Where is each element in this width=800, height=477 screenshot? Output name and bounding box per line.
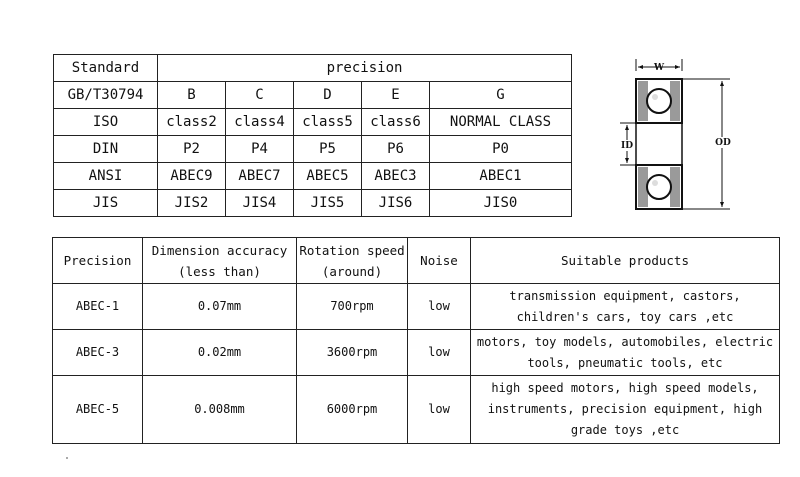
suitable-products: high speed motors, high speed models, instruments, precision equipment, high grade toys ,etc bbox=[471, 376, 780, 444]
precision-header: precision bbox=[158, 55, 572, 82]
dimension-accuracy: 0.008mm bbox=[143, 376, 297, 444]
table-row bbox=[53, 330, 780, 376]
ball-icon bbox=[647, 175, 671, 199]
precision-grade: ABEC-5 bbox=[53, 376, 143, 444]
rotation-speed: 700rpm bbox=[297, 284, 408, 330]
standards-row-ansi bbox=[54, 163, 572, 190]
table-row bbox=[53, 376, 780, 444]
noise-level: low bbox=[408, 284, 471, 330]
products-column-header: Suitable products bbox=[471, 238, 780, 284]
od-label: OD bbox=[715, 138, 731, 148]
standards-row-jis bbox=[54, 190, 572, 217]
grade-cell: P2 bbox=[158, 136, 226, 163]
precision-column-header: Precision bbox=[53, 238, 143, 284]
stray-dot bbox=[66, 457, 68, 459]
grade-cell: class4 bbox=[226, 109, 294, 136]
precision-header-row bbox=[53, 238, 780, 284]
grade-cell: ABEC7 bbox=[226, 163, 294, 190]
width-label: W bbox=[653, 63, 665, 73]
grade-cell: B bbox=[158, 82, 226, 109]
standard-header: Standard bbox=[54, 55, 158, 82]
grade-cell: JIS5 bbox=[294, 190, 362, 217]
id-label: ID bbox=[620, 141, 634, 151]
bottom-race bbox=[636, 165, 682, 209]
grade-cell: class6 bbox=[362, 109, 430, 136]
standard-name: JIS bbox=[54, 190, 158, 217]
noise-level: low bbox=[408, 376, 471, 444]
standard-name: ISO bbox=[54, 109, 158, 136]
grade-cell: P6 bbox=[362, 136, 430, 163]
table-row bbox=[53, 284, 780, 330]
grade-cell: NORMAL CLASS bbox=[430, 109, 572, 136]
standard-name: ANSI bbox=[54, 163, 158, 190]
suitable-products: motors, toy models, automobiles, electric tools, pneumatic tools, etc bbox=[471, 330, 780, 376]
grade-cell: ABEC1 bbox=[430, 163, 572, 190]
noise-column-header: Noise bbox=[408, 238, 471, 284]
id-dimension bbox=[619, 123, 636, 165]
grade-cell: ABEC5 bbox=[294, 163, 362, 190]
od-dimension bbox=[682, 79, 734, 209]
dimension-column-header: Dimension accuracy (less than) bbox=[143, 238, 297, 284]
width-dimension bbox=[636, 59, 682, 73]
standards-row-iso bbox=[54, 109, 572, 136]
grade-cell: P0 bbox=[430, 136, 572, 163]
grade-cell: class2 bbox=[158, 109, 226, 136]
precision-grade: ABEC-1 bbox=[53, 284, 143, 330]
grade-cell: JIS4 bbox=[226, 190, 294, 217]
grade-cell: C bbox=[226, 82, 294, 109]
grade-cell: P4 bbox=[226, 136, 294, 163]
precision-grade: ABEC-3 bbox=[53, 330, 143, 376]
rotation-column-header: Rotation speed (around) bbox=[297, 238, 408, 284]
grade-cell: ABEC3 bbox=[362, 163, 430, 190]
grade-cell: ABEC9 bbox=[158, 163, 226, 190]
grade-cell: G bbox=[430, 82, 572, 109]
grade-cell: D bbox=[294, 82, 362, 109]
grade-cell: JIS6 bbox=[362, 190, 430, 217]
standards-table bbox=[53, 54, 572, 217]
suitable-products: transmission equipment, castors, children's cars, toy cars ,etc bbox=[471, 284, 780, 330]
rotation-speed: 6000rpm bbox=[297, 376, 408, 444]
grade-cell: class5 bbox=[294, 109, 362, 136]
grade-cell: E bbox=[362, 82, 430, 109]
standards-row-gb bbox=[54, 82, 572, 109]
precision-table bbox=[52, 237, 780, 444]
standards-row-din bbox=[54, 136, 572, 163]
bearing-diagram bbox=[612, 57, 762, 217]
ball-icon bbox=[647, 89, 671, 113]
grade-cell: JIS2 bbox=[158, 190, 226, 217]
standard-name: GB/T30794 bbox=[54, 82, 158, 109]
dimension-accuracy: 0.02mm bbox=[143, 330, 297, 376]
rotation-speed: 3600rpm bbox=[297, 330, 408, 376]
noise-level: low bbox=[408, 330, 471, 376]
top-race bbox=[636, 79, 682, 123]
dimension-accuracy: 0.07mm bbox=[143, 284, 297, 330]
standards-header-row bbox=[54, 55, 572, 82]
grade-cell: JIS0 bbox=[430, 190, 572, 217]
grade-cell: P5 bbox=[294, 136, 362, 163]
standard-name: DIN bbox=[54, 136, 158, 163]
